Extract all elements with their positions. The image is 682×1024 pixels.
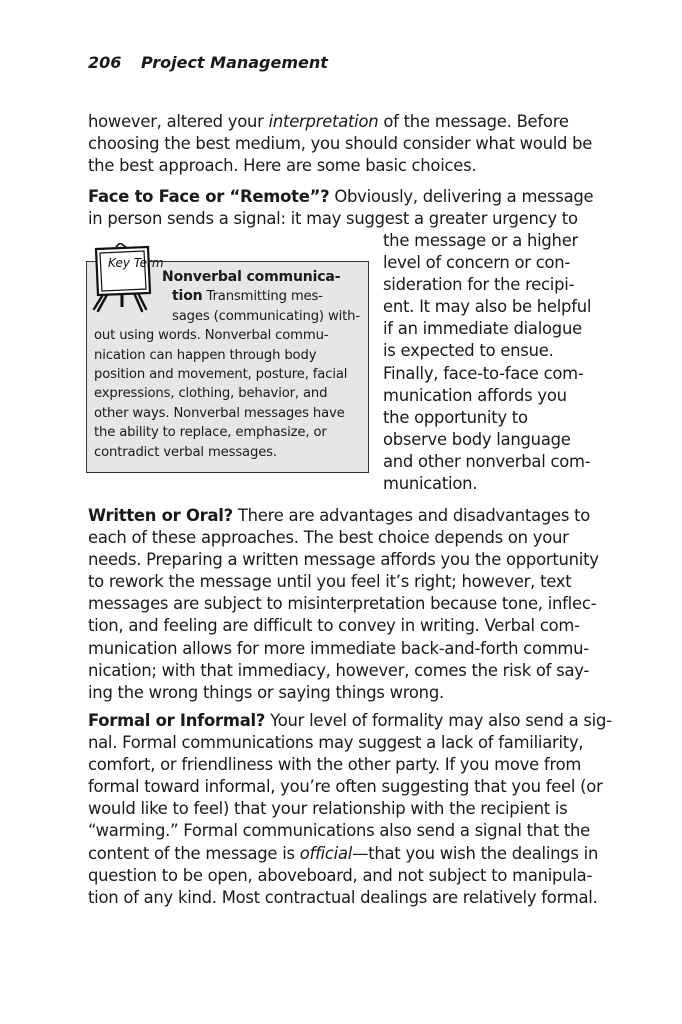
text-line: Formal or Informal? Your level of formality may also send a sig- xyxy=(88,711,612,730)
text-line: other ways. Nonverbal messages have xyxy=(94,405,345,421)
text-line: nal. Formal communications may suggest a lack of familiarity, xyxy=(88,733,584,753)
run-in-heading: Written or Oral? xyxy=(88,506,233,525)
text-line: level of concern or con- xyxy=(383,253,571,273)
run-in-heading: Face to Face or “Remote”? xyxy=(88,187,330,206)
text-line: would like to feel) that your relationship with the recipient is xyxy=(88,799,568,819)
text-line: nication can happen through body xyxy=(94,347,317,363)
emphasis-interpretation: interpretation xyxy=(268,112,379,131)
text-line: messages are subject to misinterpretation because tone, inflec- xyxy=(88,594,597,614)
text-line: the ability to replace, emphasize, or xyxy=(94,425,327,441)
text-line: if an immediate dialogue xyxy=(383,319,582,339)
text-line: munication allows for more immediate back-and-forth commu- xyxy=(88,638,589,658)
emphasis-official: official xyxy=(299,843,353,863)
text-line: out using words. Nonverbal commu- xyxy=(94,328,329,344)
book-title: Project Management xyxy=(140,53,328,72)
text-line: tion, and feeling are difficult to convey in writing. Verbal com- xyxy=(88,616,580,636)
text-line: contradict verbal messages. xyxy=(94,444,277,460)
text-line: ing the wrong things or saying things wrong. xyxy=(88,682,444,702)
text-line: content of the message is official—that you wish the dealings in xyxy=(88,843,599,863)
text-line: nication; with that immediacy, however, comes the risk of say- xyxy=(88,660,590,680)
text-line: the best approach. Here are some basic choices. xyxy=(88,156,477,176)
key-term-word: Nonverbal communica- xyxy=(162,269,341,285)
text-line: ent. It may also be helpful xyxy=(383,297,592,317)
text-line: sages (communicating) with- xyxy=(172,308,360,324)
text-line: Written or Oral? There are advantages and disadvantages to xyxy=(88,506,591,525)
text-line: each of these approaches. The best choice depends on your xyxy=(88,528,569,548)
text-line: “warming.” Formal communications also send a signal that the xyxy=(88,821,590,841)
page-number: 206 xyxy=(88,53,122,72)
text-line: tion Transmitting mes- xyxy=(172,288,323,305)
text-line: expressions, clothing, behavior, and xyxy=(94,386,328,402)
text-line: and other nonverbal com- xyxy=(383,451,591,471)
running-header xyxy=(88,53,328,72)
paragraph-face-to-face xyxy=(88,186,600,230)
run-in-heading: Formal or Informal? xyxy=(88,711,266,730)
text-line: the opportunity to xyxy=(383,407,528,427)
text-line: sideration for the recipi- xyxy=(383,275,575,295)
paragraph-written-or-oral xyxy=(88,505,600,704)
text-line: munication. xyxy=(383,474,478,494)
text-line: observe body language xyxy=(383,429,571,449)
text-line: is expected to ensue. xyxy=(383,341,554,361)
text-line: formal toward informal, you’re often suggesting that you feel (or xyxy=(88,777,603,797)
paragraph-intro xyxy=(88,111,600,177)
text-line: to rework the message until you feel it’s right; however, text xyxy=(88,572,572,592)
text-line: position and movement, posture, facial xyxy=(94,367,348,383)
text-line: however, altered your interpretation of the message. Before xyxy=(88,112,569,131)
text-line: in person sends a signal: it may suggest a greater urgency to xyxy=(88,209,578,229)
text-line: comfort, or friendliness with the other party. If you move from xyxy=(88,755,582,775)
paragraph-formal-or-informal xyxy=(88,710,612,909)
key-term-easel-icon xyxy=(86,243,166,313)
text-line: choosing the best medium, you should consider what would be xyxy=(88,134,593,154)
text-line: Finally, face-to-face com- xyxy=(383,363,584,383)
text-line: tion of any kind. Most contractual dealings are relatively formal. xyxy=(88,887,598,907)
key-label: Key Term xyxy=(108,256,164,270)
text-line: question to be open, aboveboard, and not subject to manipula- xyxy=(88,865,593,885)
text-line: Face to Face or “Remote”? Obviously, delivering a message xyxy=(88,187,594,206)
text-line: the message or a higher xyxy=(383,231,579,250)
text-line: munication affords you xyxy=(383,385,567,405)
text-line: needs. Preparing a written message affords you the opportunity xyxy=(88,550,599,570)
paragraph-face-to-face-column xyxy=(383,230,598,495)
